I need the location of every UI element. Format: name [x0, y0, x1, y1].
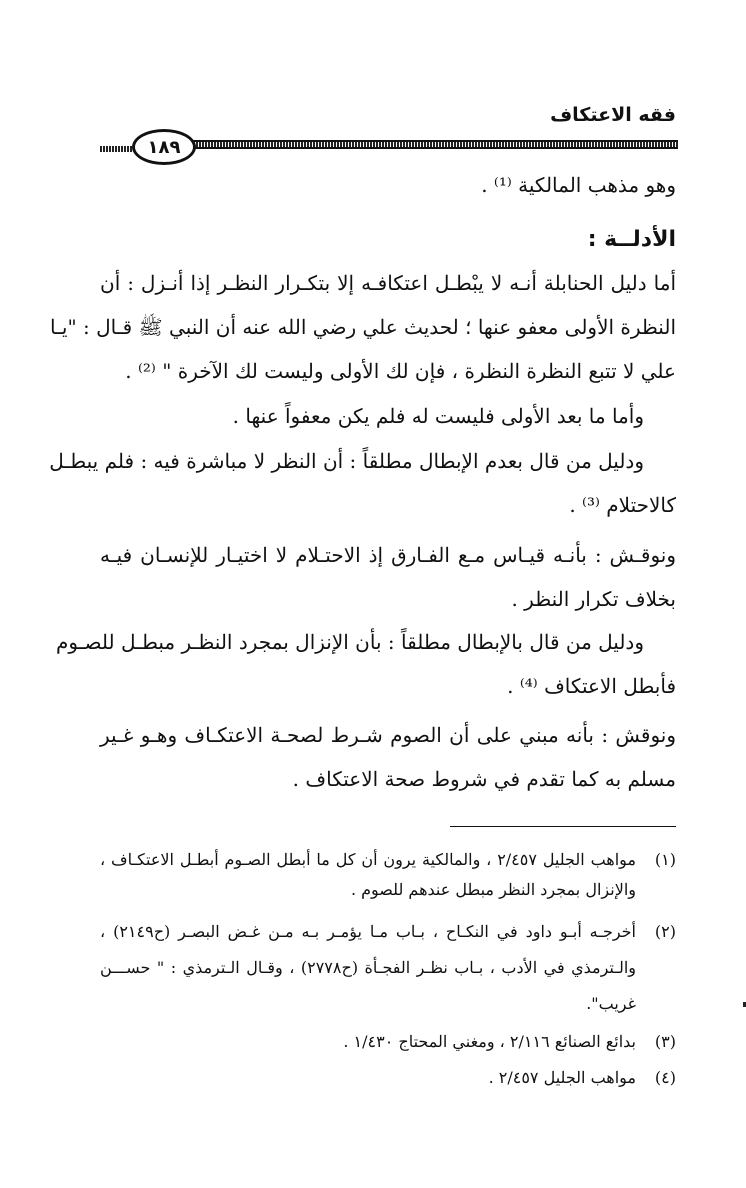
body-line: كالاحتلام ⁽³⁾ . [569, 493, 676, 517]
page-number: ١٨٩ [132, 129, 196, 165]
footnote-separator [450, 826, 676, 827]
header-rule [193, 140, 678, 149]
footnote-number: (٣) [654, 1032, 676, 1051]
body-line: أما دليل الحنابلة أنـه لا يبْطـل اعتكافـه إلا بتكـرار النظـر إذا أنـزل : أن [100, 271, 676, 295]
footnote-line: والإنزال بمجرد النظر مبطل عندهم للصوم . [350, 880, 636, 899]
footnote-line: والـترمذي في الأدب ، بـاب نظـر الفجـأة (ح٢٧٧٨) ، وقـال الـترمذي : " حســـن [100, 958, 636, 977]
body-line: مسلم به كما تقدم في شروط صحة الاعتكاف . [292, 767, 676, 791]
footnote-line: مواهب الجليل ٢/٤٥٧ ، والمالكية يرون أن كل ما أبطل الصـوم أبطـل الاعتكـاف ، [100, 850, 636, 869]
body-line: ونوقش : بأنه مبني على أن الصوم شـرط لصحـة الاعتكـاف وهـو غـير [100, 723, 676, 747]
body-line: فأبطل الاعتكاف ⁽⁴⁾ . [507, 674, 676, 698]
footnote-line: غريب". [586, 994, 636, 1013]
body-line: علي لا تتبع النظرة النظرة ، فإن لك الأولى وليست لك الآخرة " ⁽²⁾ . [125, 359, 676, 383]
footnote-line: مواهب الجليل ٢/٤٥٧ . [488, 1068, 636, 1087]
footnote-number: (٢) [654, 922, 676, 941]
body-line: وأما ما بعد الأولى فليست له فلم يكن معفواً عنها . [232, 404, 644, 428]
section-heading: الأدلــة : [587, 227, 676, 252]
footnote-number: (١) [654, 850, 676, 869]
body-line: ودليل من قال بالإبطال مطلقاً : بأن الإنزال بمجرد النظـر مبطـل للصـوم [55, 630, 644, 654]
body-line: بخلاف تكرار النظر . [511, 587, 676, 611]
footnote-line: بدائع الصنائع ٢/١١٦ ، ومغني المحتاج ١/٤٣٠ . [343, 1032, 636, 1051]
footnote-number: (٤) [654, 1068, 676, 1087]
body-line: النظرة الأولى معفو عنها ؛ لحديث علي رضي الله عنه أن النبي ﷺ قـال : "يـا [49, 315, 676, 339]
header-rule-left [100, 146, 136, 152]
body-line: ونوقـش : بأنـه قيـاس مـع الفـارق إذ الاحتـلام لا اختيـار للإنسـان فيـه [100, 543, 676, 567]
body-line: ودليل من قال بعدم الإبطال مطلقاً : أن النظر لا مباشرة فيه : فلم يبطـل [49, 449, 644, 473]
running-title: فقه الاعتكاف [550, 104, 676, 126]
body-line: وهو مذهب المالكية ⁽¹⁾ . [481, 173, 676, 197]
footnote-line: أخرجـه أبـو داود في النكـاح ، بـاب مـا يؤمـر بـه مـن غـض البصـر (ح٢١٤٩) ، [100, 922, 636, 941]
